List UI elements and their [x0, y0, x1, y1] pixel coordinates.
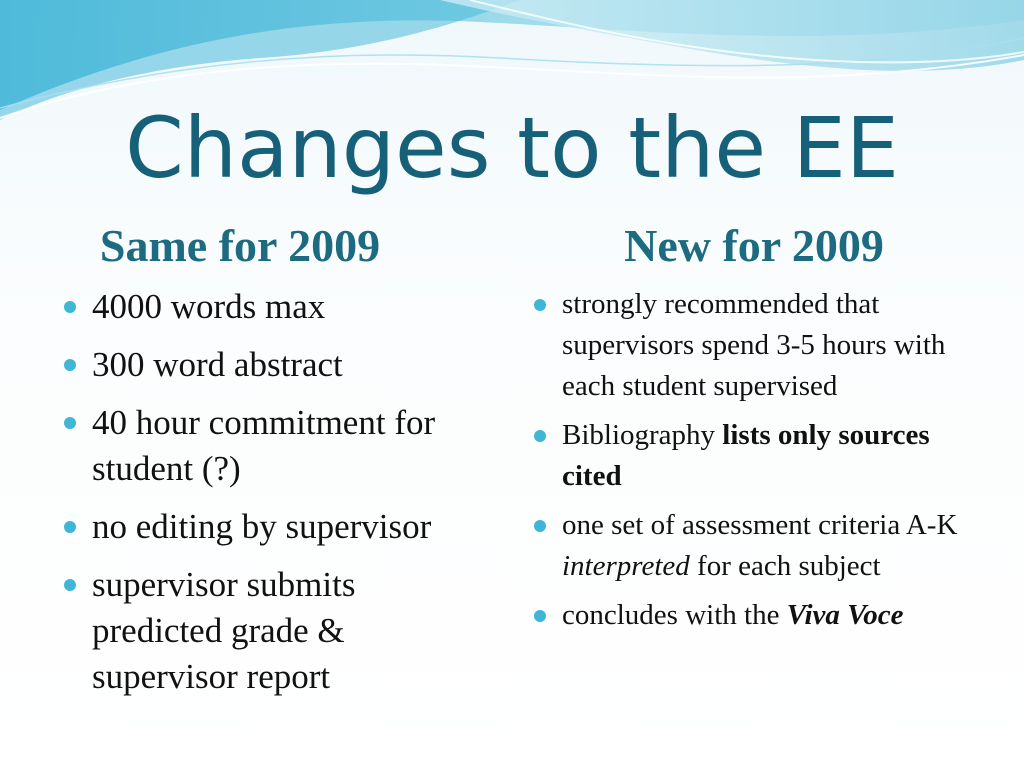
list-item: [534, 595, 964, 636]
bullet-icon: [64, 359, 76, 371]
list-item: [64, 284, 484, 330]
item-text: no editing by supervisor: [92, 507, 432, 546]
same-heading: Same for 2009: [99, 220, 381, 271]
bullet-icon: [534, 520, 546, 532]
new-list: [534, 284, 964, 644]
item-text: [562, 599, 904, 631]
list-item: [64, 562, 484, 700]
bullet-icon: [534, 299, 546, 311]
item-text: 4000 words max: [92, 287, 326, 326]
emphasis-run: interpreted: [562, 550, 690, 582]
slide-title: Changes to the EE: [125, 99, 899, 197]
text-run: Bibliography: [562, 419, 723, 451]
list-item: [64, 342, 484, 388]
bullet-icon: [64, 521, 76, 533]
list-item: [534, 284, 964, 407]
list-item: [534, 505, 964, 587]
bullet-icon: [64, 579, 76, 591]
item-text: [562, 509, 957, 582]
emphasis-run: [787, 599, 904, 631]
emphasis-run: lists only sources cited: [562, 419, 930, 492]
bullet-icon: [534, 610, 546, 622]
new-heading: New for 2009: [624, 220, 884, 271]
list-item: [534, 415, 964, 497]
emphasis-run-inner: Viva Voce: [786, 599, 904, 631]
item-text: 40 hour commitment for student (?): [92, 403, 436, 488]
bullet-icon: [64, 417, 76, 429]
item-text: supervisor submits predicted grade & supervisor report: [92, 565, 356, 696]
text-run: for each subject: [689, 550, 881, 582]
same-list: [64, 284, 484, 712]
text-run: concludes with the: [562, 599, 787, 631]
text-run: one set of assessment criteria A-K: [562, 509, 958, 541]
item-text: 300 word abstract: [92, 345, 343, 384]
bullet-icon: [64, 301, 76, 313]
list-item: [64, 400, 484, 492]
text-run: strongly recommended that supervisors spend 3-5 hours with each student supervised: [562, 288, 946, 402]
item-text: [562, 288, 945, 402]
item-text: [562, 419, 930, 492]
bullet-icon: [534, 430, 546, 442]
list-item: [64, 504, 484, 550]
